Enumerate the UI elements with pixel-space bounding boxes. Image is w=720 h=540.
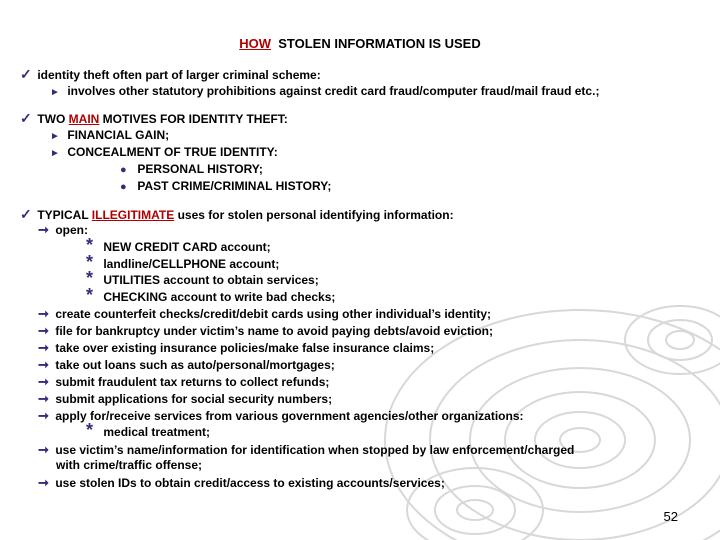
use-insurance: ➞ take over existing insurance policies/make false insurance claims; — [38, 340, 435, 355]
asterisk-bullet-icon: * — [86, 285, 94, 305]
title-prefix: HOW — [239, 36, 272, 51]
item-typical-uses: ✓ TYPICAL ILLEGITIMATE uses for stolen personal identifying information: — [20, 206, 454, 222]
triangle-bullet-icon: ► — [50, 87, 60, 98]
arrow-bullet-icon: ➞ — [38, 306, 49, 321]
use-stolen-ids: ➞ use stolen IDs to obtain credit/access to existing accounts/services; — [38, 475, 445, 490]
triangle-bullet-icon: ► — [50, 131, 60, 142]
open-cellphone: * landline/CELLPHONE account; — [86, 252, 280, 272]
arrow-bullet-icon: ➞ — [38, 391, 49, 406]
asterisk-bullet-icon: * — [86, 420, 94, 440]
arrow-bullet-icon: ➞ — [38, 442, 49, 457]
subsubitem-personal-history: ● PERSONAL HISTORY; — [120, 162, 263, 176]
title-rest: STOLEN INFORMATION IS USED — [271, 36, 481, 51]
open-checking: * CHECKING account to write bad checks; — [86, 285, 336, 305]
swirl-decoration — [380, 260, 720, 540]
dot-bullet-icon: ● — [120, 181, 127, 193]
asterisk-bullet-icon: * — [86, 252, 94, 272]
item-identity-theft: ✓ identity theft often part of larger criminal scheme: — [20, 66, 321, 82]
checkmark-icon: ✓ — [20, 110, 32, 126]
arrow-bullet-icon: ➞ — [38, 340, 49, 355]
arrow-bullet-icon: ➞ — [38, 323, 49, 338]
arrow-bullet-icon: ➞ — [38, 475, 49, 490]
open-credit-card: * NEW CREDIT CARD account; — [86, 235, 271, 255]
subitem-concealment: ► CONCEALMENT OF TRUE IDENTITY: — [50, 145, 278, 159]
asterisk-bullet-icon: * — [86, 268, 94, 288]
arrow-bullet-icon: ➞ — [38, 374, 49, 389]
use-ssn-applications: ➞ submit applications for social security numbers; — [38, 391, 333, 406]
arrow-bullet-icon: ➞ — [38, 222, 49, 237]
use-government-services: ➞ apply for/receive services from various government agencies/other organizations: — [38, 408, 524, 423]
checkmark-icon: ✓ — [20, 66, 32, 82]
open-utilities: * UTILITIES account to obtain services; — [86, 268, 319, 288]
asterisk-bullet-icon: * — [86, 235, 94, 255]
checkmark-icon: ✓ — [20, 206, 32, 222]
page-number: 52 — [663, 509, 678, 524]
subsubitem-past-crime: ● PAST CRIME/CRIMINAL HISTORY; — [120, 179, 332, 193]
arrow-bullet-icon: ➞ — [38, 408, 49, 423]
use-medical-treatment: * medical treatment; — [86, 420, 211, 440]
use-identification: ➞ use victim’s name/information for identification when stopped by law enforcement/charged — [38, 442, 575, 457]
arrow-bullet-icon: ➞ — [38, 357, 49, 372]
subitem-financial-gain: ► FINANCIAL GAIN; — [50, 128, 170, 142]
dot-bullet-icon: ● — [120, 164, 127, 176]
use-identification-cont: with crime/traffic offense; — [56, 458, 203, 472]
item-two-motives: ✓ TWO MAIN MOTIVES FOR IDENTITY THEFT: — [20, 110, 288, 126]
subitem-statutory: ► involves other statutory prohibitions against credit card fraud/computer fraud/mail fraud etc.; — [50, 84, 600, 98]
use-loans: ➞ take out loans such as auto/personal/mortgages; — [38, 357, 335, 372]
use-tax-returns: ➞ submit fraudulent tax returns to collect refunds; — [38, 374, 330, 389]
subitem-open: ➞ open: — [38, 222, 89, 237]
triangle-bullet-icon: ► — [50, 148, 60, 159]
use-counterfeit: ➞ create counterfeit checks/credit/debit cards using other individual’s identity; — [38, 306, 492, 321]
page-title — [0, 36, 720, 51]
use-bankruptcy: ➞ file for bankruptcy under victim’s name to avoid paying debts/avoid eviction; — [38, 323, 493, 338]
